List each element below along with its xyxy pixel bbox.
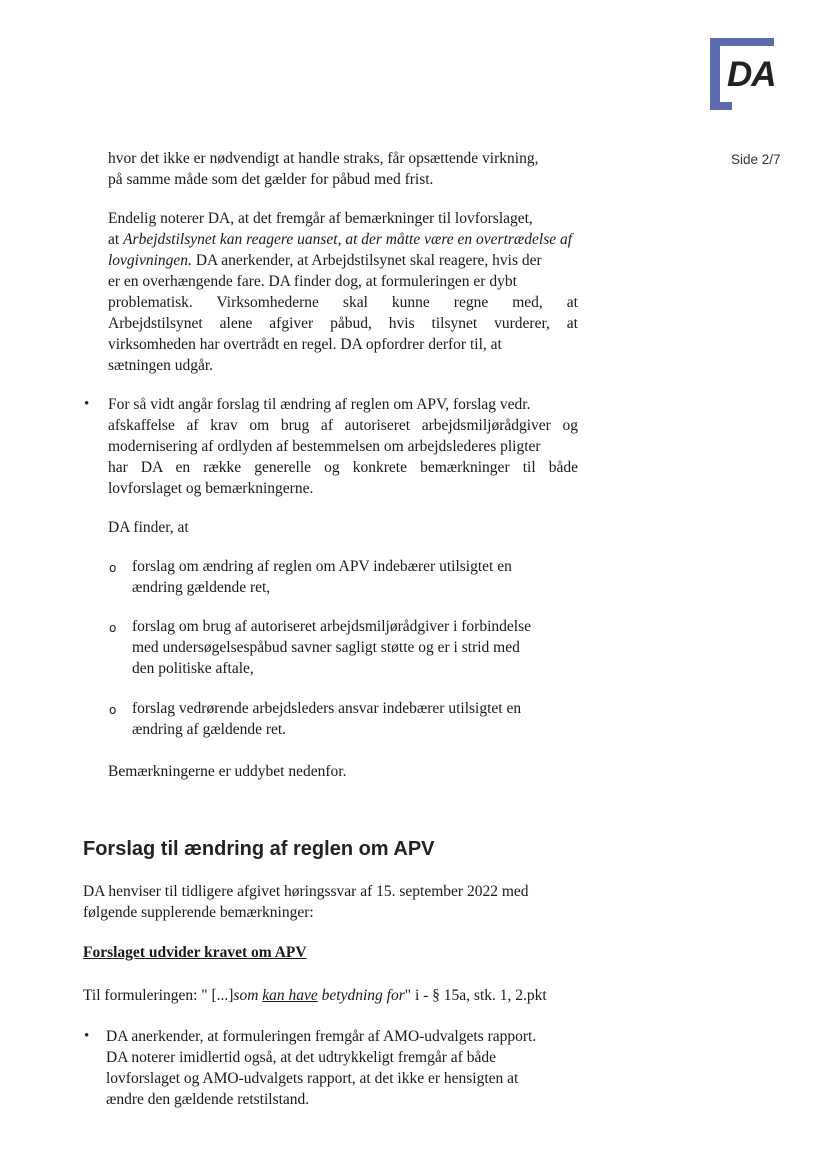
da-finds-intro: DA finder, at xyxy=(108,519,189,536)
sub-point-apv xyxy=(132,556,578,598)
text-line: følgende supplerende bemærkninger: xyxy=(83,904,314,921)
text-line: modernisering af ordlyden af bestemmelsen om arbejdslederes pligter xyxy=(108,438,541,455)
logo-bracket-bottom xyxy=(710,102,732,110)
text-line: DA noterer imidlertid også, at det udtrykkeligt fremgår af både xyxy=(106,1049,496,1066)
text-line: ændring af gældende ret. xyxy=(132,721,287,738)
logo-bracket-left xyxy=(710,38,720,110)
circle-marker: o xyxy=(109,703,117,717)
text-line: med undersøgelsespåbud savner sagligt støtte og er i strid med xyxy=(132,639,520,656)
text-line: den politiske aftale, xyxy=(132,660,254,677)
logo-text: DA xyxy=(727,55,776,94)
text-line: at Arbejdstilsynet kan reagere uanset, at der måtte være en overtrædelse af xyxy=(108,231,573,248)
text-line: forslag om brug af autoriseret arbejdsmiljørådgiver i forbindelse xyxy=(132,618,531,635)
text-line: forslag om ændring af reglen om APV indebærer utilsigtet en xyxy=(132,558,512,575)
quoted-remark-end: lovgivningen. xyxy=(108,252,192,269)
text-line: lovgivningen. DA anerkender, at Arbejdstilsynet skal reagere, hvis der xyxy=(108,252,542,269)
elaborated-note: Bemærkningerne er uddybet nedenfor. xyxy=(108,763,347,780)
text-line: sætningen udgår. xyxy=(108,357,214,374)
text-line: på samme måde som det gælder for påbud med frist. xyxy=(108,171,434,188)
formulation-line: Til formuleringen: " [...]som kan have betydning for" i - § 15a, stk. 1, 2.pkt xyxy=(83,987,547,1004)
subsection-heading: Forslaget udvider kravet om APV xyxy=(83,944,307,961)
text-line: lovforslaget og AMO-udvalgets rapport, at det ikke er hensigten at xyxy=(106,1070,519,1087)
text-line: forslag vedrørende arbejdsleders ansvar indebærer utilsigtet en xyxy=(132,700,522,717)
text-line: ændring gældende ret, xyxy=(132,579,271,596)
paragraph-prior-response xyxy=(83,881,578,923)
text-line: problematisk. Virksomhederne skal kunne regne med, at xyxy=(108,294,578,311)
sub-point-leader xyxy=(132,698,578,740)
text-line: For så vidt angår forslag til ændring af reglen om APV, forslag vedr. xyxy=(108,396,531,413)
page-number: Side 2/7 xyxy=(731,152,781,167)
da-logo xyxy=(710,38,774,110)
text-line: Endelig noterer DA, at det fremgår af bemærkninger til lovforslaget, xyxy=(108,210,533,227)
section-heading: Forslag til ændring af reglen om APV xyxy=(83,838,435,860)
underlined-phrase: kan have xyxy=(262,987,318,1004)
paragraph-continuation xyxy=(108,148,578,190)
text-line: Arbejdstilsynet alene afgiver påbud, hvis tilsynet vurderer, at xyxy=(108,315,578,332)
logo-bracket-top xyxy=(710,38,774,46)
text-line: er en overhængende fare. DA finder dog, at formuleringen er dybt xyxy=(108,273,517,290)
paragraph-da-notes xyxy=(108,208,578,376)
text-line: har DA en række generelle og konkrete bemærkninger til både xyxy=(108,459,578,476)
quoted-remark: Arbejdstilsynet kan reagere uanset, at der måtte være en overtrædelse af xyxy=(123,231,573,248)
circle-marker: o xyxy=(109,621,117,635)
text-line: hvor det ikke er nødvendigt at handle straks, får opsættende virkning, xyxy=(108,150,539,167)
bullet-amo-report xyxy=(106,1026,578,1110)
text-line: lovforslaget og bemærkningerne. xyxy=(108,480,314,497)
text-line: DA henviser til tidligere afgivet høringssvar af 15. september 2022 med xyxy=(83,883,529,900)
text-line: afskaffelse af krav om brug af autoriseret arbejdsmiljørådgiver og xyxy=(108,417,578,434)
text-line: virksomheden har overtrådt en regel. DA opfordrer derfor til, at xyxy=(108,336,502,353)
sub-point-advisor xyxy=(132,616,578,679)
bullet-marker: • xyxy=(84,396,90,412)
text-line: ændre den gældende retstilstand. xyxy=(106,1091,310,1108)
circle-marker: o xyxy=(109,561,117,575)
bullet-marker: • xyxy=(84,1028,90,1044)
text-line: DA anerkender, at formuleringen fremgår af AMO-udvalgets rapport. xyxy=(106,1028,537,1045)
bullet-apv-remarks xyxy=(108,394,578,499)
